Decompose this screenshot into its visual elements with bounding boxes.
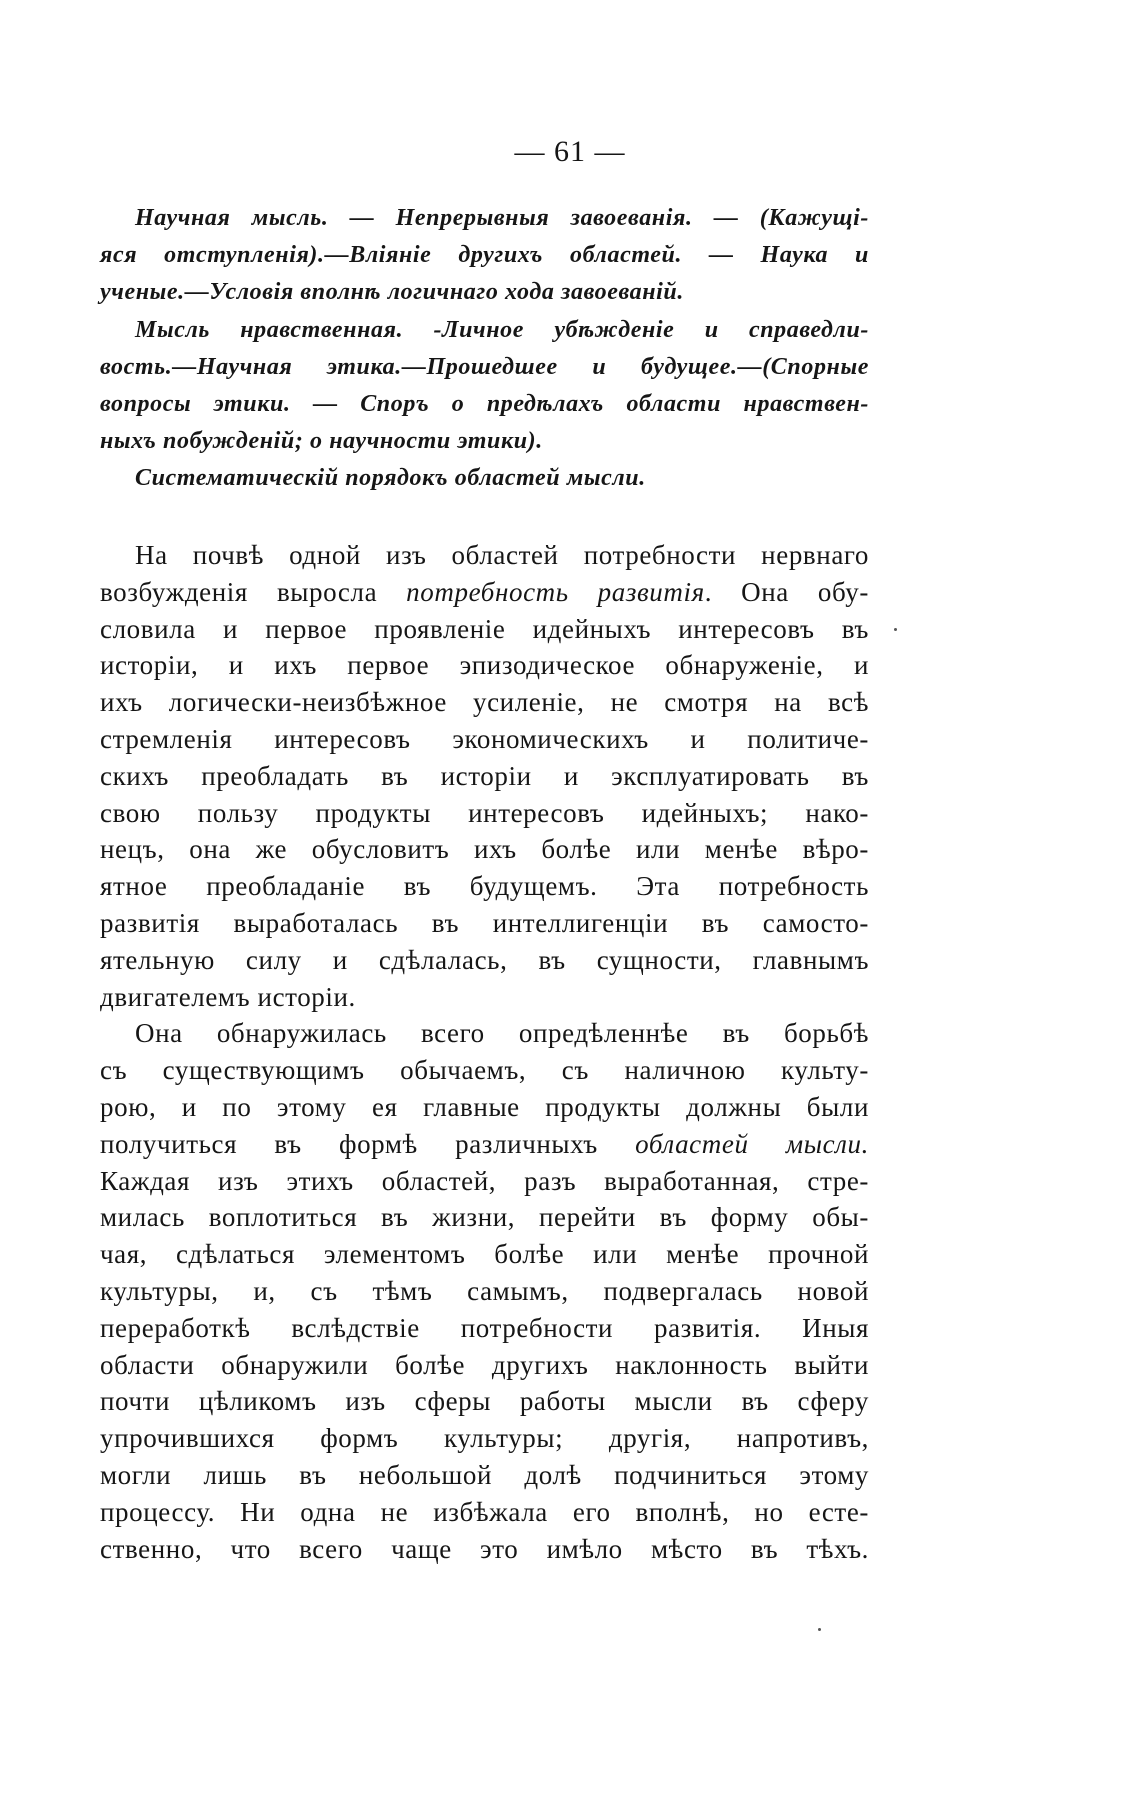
summary-line — [100, 423, 869, 460]
summary-line — [100, 237, 869, 274]
text-segment: возбужденія выросла — [100, 576, 407, 607]
text-segment: стремленія интересовъ экономическихъ и политиче- — [100, 724, 869, 754]
paragraph-1-line — [100, 574, 869, 611]
paragraph-2-line — [100, 1199, 869, 1236]
text-segment: Она обнаружилась всего опредѣленнѣе въ борьбѣ — [135, 1018, 869, 1049]
text-segment: упрочившихся формъ культуры; другія, напротивъ, — [100, 1423, 869, 1454]
summary-line — [135, 312, 869, 349]
text-segment: области обнаружили болѣе другихъ наклонность выйти — [100, 1349, 869, 1380]
scan-speck — [894, 628, 897, 631]
paragraph-2-line — [100, 1310, 869, 1347]
summary-line — [100, 349, 869, 386]
paragraph-2-line — [100, 1531, 869, 1568]
paragraph-2-line — [100, 1126, 869, 1163]
paragraph-2-line — [100, 1163, 869, 1200]
text-segment: словила и первое проявленіе идейныхъ интересовъ въ — [100, 613, 869, 644]
paragraph-2-line — [100, 1420, 869, 1457]
text-segment: нецъ, она же обусловитъ ихъ болѣе или менѣе вѣро- — [100, 834, 869, 865]
text-segment: вость.—Научная этика.—Прошедшее и будущее.—(Спорные — [100, 353, 869, 380]
text-segment: Систематическій порядокъ областей мысли. — [135, 465, 646, 492]
paragraph-1-line — [100, 979, 869, 1016]
summary-line — [135, 460, 869, 497]
text-segment: съ существующимъ обычаемъ, съ наличною культу- — [100, 1055, 869, 1086]
text-segment: ныхъ побужденій; о научности этики). — [100, 428, 543, 455]
text-segment: ученые.—Условія вполнѣ логичнаго хода завоеваній. — [100, 279, 684, 306]
paragraph-2-line — [100, 1494, 869, 1531]
paragraph-1-line — [135, 537, 869, 574]
paragraph-1-line — [100, 758, 869, 795]
italic-text: потребность развитія — [406, 576, 705, 607]
paragraph-2-line — [100, 1052, 869, 1089]
paragraph-2-line — [100, 1236, 869, 1273]
paragraph-2-line — [135, 1015, 869, 1052]
paragraph-1-line — [100, 868, 869, 905]
text-segment: исторіи, и ихъ первое эпизодическое обнаруженіе, и — [100, 650, 869, 681]
text-segment: вопросы этики. — Споръ о предѣлахъ области нравствен- — [100, 391, 869, 417]
summary-line — [100, 386, 869, 423]
text-segment: процессу. Ни одна не избѣжала его вполнѣ, но есте- — [100, 1496, 869, 1527]
paragraph-1-line — [100, 942, 869, 979]
paragraph-2-line — [100, 1457, 869, 1494]
paragraph-1-line — [100, 684, 869, 721]
text-segment: ятное преобладаніе въ будущемъ. Эта потребность — [100, 871, 869, 902]
paragraph-2-line — [100, 1273, 869, 1310]
paragraph-1-line — [100, 647, 869, 684]
text-segment: Мысль нравственная. -Личное убѣжденіе и справедли- — [135, 316, 869, 343]
text-segment: Научная мысль. — Непрерывныя завоеванія. — (Кажущі- — [135, 205, 869, 231]
text-segment: двигателемъ исторіи. — [100, 981, 356, 1012]
paragraph-1-line — [100, 611, 869, 648]
text-segment: почти цѣликомъ изъ сферы работы мысли въ сферу — [100, 1386, 869, 1417]
paragraph-2-line — [100, 1089, 869, 1126]
summary-line — [135, 200, 869, 237]
scan-speck — [818, 1628, 821, 1631]
text-segment: развитія выработалась въ интеллигенціи въ самосто- — [100, 908, 869, 938]
paragraph-1-line — [100, 905, 869, 942]
paragraph-2-line — [100, 1347, 869, 1384]
text-segment: чая, сдѣлаться элементомъ болѣе или менѣе прочной — [100, 1239, 869, 1270]
text-segment: рою, и по этому ея главные продукты должны были — [100, 1092, 869, 1122]
paragraph-2-line — [100, 1383, 869, 1420]
text-segment: могли лишь въ небольшой долѣ подчиниться этому — [100, 1460, 869, 1490]
paragraph-1-line — [100, 795, 869, 832]
paragraph-1-line — [100, 721, 869, 758]
text-segment: скихъ преобладать въ исторіи и эксплуатировать въ — [100, 760, 869, 791]
page-number: — 61 — — [514, 135, 626, 168]
text-segment: переработкѣ вслѣдствіе потребности развитія. Иныя — [100, 1312, 869, 1343]
text-segment: яся отступленія).—Вліяніе другихъ областей. — Наука и — [100, 242, 869, 269]
text-segment: получиться въ формѣ различныхъ — [100, 1128, 636, 1159]
italic-text: областей мысли. — [635, 1128, 869, 1159]
summary-line — [100, 274, 869, 311]
text-segment: свою пользу продукты интересовъ идейныхъ; нако- — [100, 797, 869, 828]
text-segment: культуры, и, съ тѣмъ самымъ, подвергалась новой — [100, 1276, 869, 1306]
text-segment: ственно, что всего чаще это имѣло мѣсто въ тѣхъ. — [100, 1533, 869, 1564]
text-segment: . Она обу- — [704, 576, 869, 607]
text-segment: милась воплотиться въ жизни, перейти въ форму обы- — [100, 1202, 869, 1233]
paragraph-1-line — [100, 831, 869, 868]
text-segment: ятельную силу и сдѣлалась, въ сущности, главнымъ — [100, 944, 869, 975]
text-segment: ихъ логически-неизбѣжное усиленіе, не смотря на всѣ — [100, 687, 869, 718]
text-segment: Каждая изъ этихъ областей, разъ выработанная, стре- — [100, 1165, 869, 1196]
text-segment: На почвѣ одной изъ областей потребности нервнаго — [135, 540, 869, 570]
